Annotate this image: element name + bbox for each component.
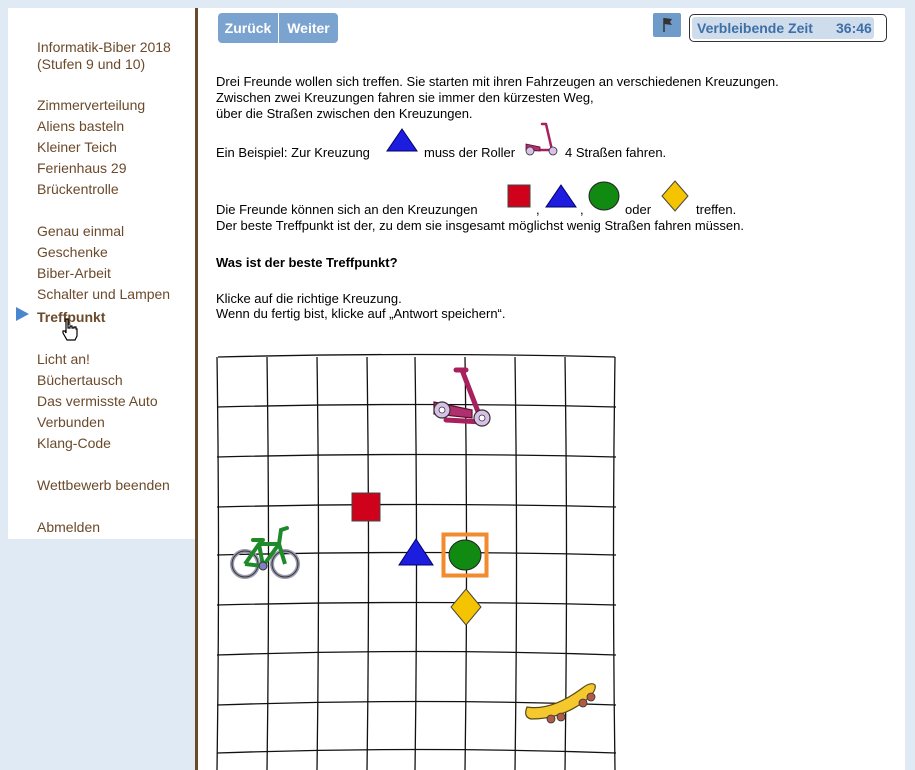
- sidebar-item-treffpunkt[interactable]: Treffpunkt: [37, 309, 106, 325]
- green-circle-icon: [588, 181, 620, 211]
- intro-line-1: Drei Freunde wollen sich treffen. Sie starten mit ihren Fahrzeugen an verschiedenen Kreuzungen.: [216, 74, 779, 89]
- comma-1: ,: [536, 202, 540, 217]
- intro-line-2: Zwischen zwei Kreuzungen fahren sie immer den kürzesten Weg,: [216, 90, 594, 105]
- scooter-icon: [524, 122, 560, 156]
- back-button[interactable]: Zurück: [218, 13, 278, 43]
- sidebar-item-buechertausch[interactable]: Büchertausch: [37, 372, 123, 388]
- sidebar-item-licht-an[interactable]: Licht an!: [37, 351, 90, 367]
- blue-triangle-icon: [545, 184, 577, 208]
- example-text-b: muss der Roller: [424, 145, 516, 160]
- timer-box: [689, 14, 887, 42]
- example-text-c: 4 Straßen fahren.: [565, 145, 667, 160]
- end-contest-link[interactable]: Wettbewerb beenden: [37, 477, 170, 493]
- sidebar-item-ferienhaus-29[interactable]: Ferienhaus 29: [37, 160, 127, 176]
- meet-text-b: treffen.: [696, 202, 737, 217]
- instruction-line-1: Klicke auf die richtige Kreuzung.: [216, 291, 402, 306]
- question-text: Was ist der beste Treffpunkt?: [216, 255, 398, 270]
- sidebar-item-zimmerverteilung[interactable]: Zimmerverteilung: [37, 97, 146, 113]
- contest-title: Informatik-Biber 2018: [37, 39, 171, 55]
- scooter-icon[interactable]: [432, 366, 494, 430]
- sidebar-item-aliens-basteln[interactable]: Aliens basteln: [37, 118, 125, 134]
- sidebar-item-kleiner-teich[interactable]: Kleiner Teich: [37, 139, 117, 155]
- red-square-icon: [507, 184, 531, 208]
- blue-triangle-icon: [386, 128, 418, 152]
- crossing-blue-triangle[interactable]: [398, 538, 434, 566]
- meet-text-a: Die Freunde können sich an den Kreuzungen: [216, 202, 478, 217]
- flag-icon: [653, 13, 681, 37]
- example-text-a: Ein Beispiel: Zur Kreuzung: [216, 145, 370, 160]
- timer-label: Verbleibende Zeit: [697, 20, 813, 36]
- timer-value: 36:46: [836, 20, 872, 36]
- skateboard-icon[interactable]: [521, 679, 599, 725]
- logout-link[interactable]: Abmelden: [37, 519, 101, 535]
- hand-cursor-icon: [60, 318, 80, 342]
- instruction-line-2: Wenn du fertig bist, klicke auf „Antwort speichern“.: [216, 306, 506, 321]
- sidebar-item-geschenke[interactable]: Geschenke: [37, 244, 108, 260]
- best-meeting-text: Der beste Treffpunkt ist der, zu dem sie insgesamt möglichst wenig Straßen fahren müssen.: [216, 218, 744, 233]
- intro-line-3: über die Straßen zwischen den Kreuzungen.: [216, 106, 473, 121]
- crossing-red-square[interactable]: [351, 492, 381, 522]
- sidebar-item-genau-einmal[interactable]: Genau einmal: [37, 223, 125, 239]
- yellow-diamond-icon: [661, 180, 689, 212]
- crossing-yellow-diamond[interactable]: [450, 588, 482, 626]
- meet-text-or: oder: [625, 202, 652, 217]
- next-button[interactable]: Weiter: [279, 13, 338, 43]
- contest-subtitle: (Stufen 9 und 10): [37, 56, 146, 72]
- sidebar-item-brueckentrolle[interactable]: Brückentrolle: [37, 181, 119, 197]
- flag-button[interactable]: [653, 13, 681, 37]
- active-item-arrow-icon: [16, 307, 29, 321]
- sidebar-item-klang-code[interactable]: Klang-Code: [37, 435, 111, 451]
- bicycle-icon[interactable]: [229, 524, 301, 582]
- sidebar-item-biber-arbeit[interactable]: Biber-Arbeit: [37, 265, 111, 281]
- sidebar-item-verbunden[interactable]: Verbunden: [37, 414, 105, 430]
- sidebar-item-schalter-und-lampen[interactable]: Schalter und Lampen: [37, 286, 171, 302]
- comma-2: ,: [580, 202, 584, 217]
- sidebar-item-das-vermisste-auto[interactable]: Das vermisste Auto: [37, 393, 158, 409]
- crossing-green-circle[interactable]: [441, 532, 489, 578]
